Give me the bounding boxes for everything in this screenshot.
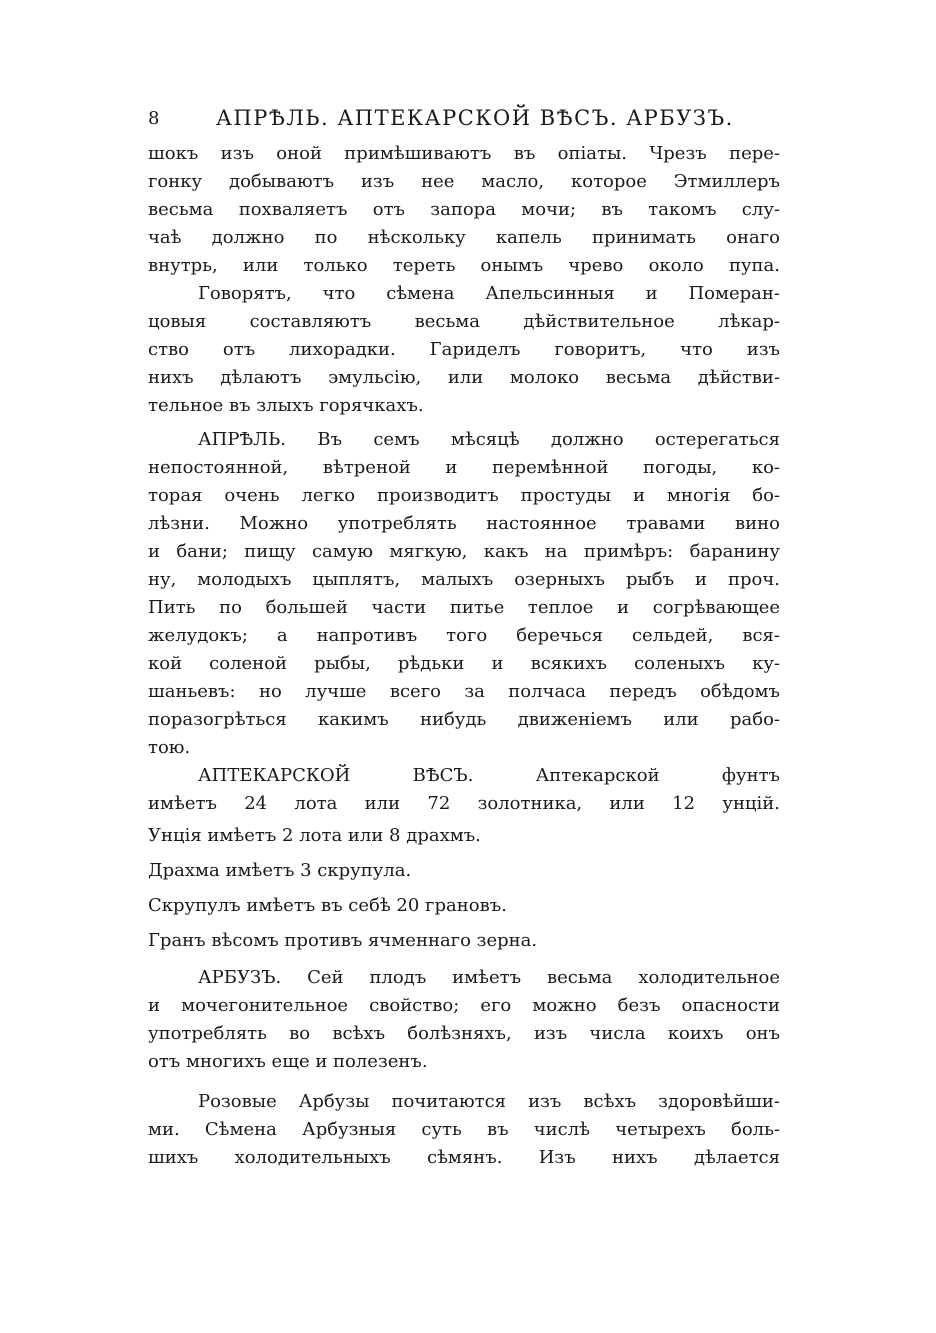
text-line: шихъ холодительныхъ сѣмянъ. Изъ нихъ дѣлается: [148, 1147, 780, 1168]
weight-line: Драхма имѣетъ 3 скрупула.: [148, 860, 412, 881]
text-line: непостоянной, вѣтреной и перемѣнной погоды, ко-: [148, 457, 780, 478]
text-line: имѣетъ 24 лота или 72 золотника, или 12 унцій.: [148, 793, 780, 814]
text-line: шокъ изъ оной примѣшиваютъ въ опіаты. Чрезъ пере-: [148, 143, 780, 164]
weight-line: Унція имѣетъ 2 лота или 8 драхмъ.: [148, 825, 481, 846]
text-line: торая очень легко производитъ простуды и многія бо-: [148, 485, 780, 506]
text-line: Пить по большей части питье теплое и согрѣвающее: [148, 597, 780, 618]
text-line: гонку добываютъ изъ нее масло, которое Этмиллеръ: [148, 171, 780, 192]
text-line: ну, молодыхъ цыплятъ, малыхъ озерныхъ рыбъ и проч.: [148, 569, 780, 590]
text-line: ми. Сѣмена Арбузныя суть въ числѣ четырехъ боль-: [148, 1119, 780, 1140]
text-line: лѣзни. Можно употреблять настоянное травами вино: [148, 513, 780, 534]
running-head: АПРѢЛЬ. АПТЕКАРСКОЙ ВѢСЪ. АРБУЗЪ.: [216, 106, 734, 130]
text-body: [148, 140, 780, 1172]
text-line: Говорятъ, что сѣмена Апельсинныя и Померан-: [198, 283, 780, 304]
text-line: весьма похваляетъ отъ запора мочи; въ такомъ слу-: [148, 199, 780, 220]
text-line: шаньевъ: но лучше всего за полчаса передъ обѣдомъ: [148, 681, 780, 702]
text-line: отъ многихъ еще и полезенъ.: [148, 1051, 428, 1072]
text-line: ство отъ лихорадки. Гариделъ говоритъ, что изъ: [148, 339, 780, 360]
page-header: [148, 100, 780, 140]
text-line: употреблять во всѣхъ болѣзняхъ, изъ числа коихъ онъ: [148, 1023, 780, 1044]
weight-line: Гранъ вѣсомъ противъ ячменнаго зерна.: [148, 930, 538, 951]
text-line: поразогрѣться какимъ нибудь движеніемъ или рабо-: [148, 709, 780, 730]
text-line: и бани; пищу самую мягкую, какъ на примѣръ: баранину: [148, 541, 780, 562]
text-line: желудокъ; а напротивъ того беречься сельдей, вся-: [148, 625, 780, 646]
section-april-heading-line: АПРѢЛЬ. Въ семъ мѣсяцѣ должно остерегаться: [198, 429, 780, 450]
text-line: Розовые Арбузы почитаются изъ всѣхъ здоровѣйши-: [198, 1091, 780, 1112]
text-line: нихъ дѣлаютъ эмульсію, или молоко весьма дѣйстви-: [148, 367, 780, 388]
section-watermelon-heading-line: АРБУЗЪ. Сей плодъ имѣетъ весьма холодительное: [198, 967, 780, 988]
text-line: внутрь, или только тереть онымъ чрево около пупа.: [148, 255, 780, 276]
section-apothecary-weight-heading-line: АПТЕКАРСКОЙ ВѢСЪ. Аптекарской фунтъ: [198, 765, 780, 786]
page-number: 8: [148, 108, 161, 129]
text-line: тельное въ злыхъ горячкахъ.: [148, 395, 424, 416]
text-line: тою.: [148, 737, 191, 758]
text-line: чаѣ должно по нѣскольку капель принимать онаго: [148, 227, 780, 248]
text-line: цовыя составляютъ весьма дѣйствительное лѣкар-: [148, 311, 780, 332]
text-line: кой соленой рыбы, рѣдьки и всякихъ соленыхъ ку-: [148, 653, 780, 674]
text-line: и мочегонительное свойство; его можно безъ опасности: [148, 995, 780, 1016]
book-page: [148, 100, 780, 1172]
weight-line: Скрупулъ имѣетъ въ себѣ 20 грановъ.: [148, 895, 507, 916]
